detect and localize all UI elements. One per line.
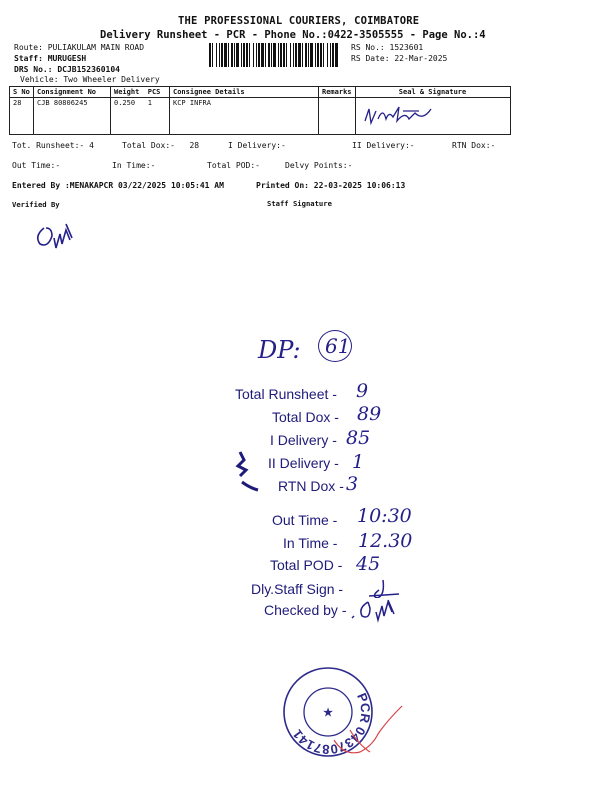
verified-by-label: Verified By — [12, 200, 60, 209]
out-time: Out Time:- — [12, 161, 61, 170]
tot-runsheet: Tot. Runsheet:- 4 — [12, 141, 94, 150]
barcode-bar — [243, 43, 245, 67]
barcode-bar — [330, 43, 331, 67]
stamp-total-dox-label: Total Dox - — [272, 409, 339, 425]
route-label: Route: PULIAKULAM MAIN ROAD — [14, 43, 145, 52]
delvy-points: Delvy Points:- — [285, 161, 353, 170]
barcode-bar — [256, 43, 257, 67]
barcode — [209, 43, 339, 67]
stamp-rtn-dox-value: 3 — [346, 473, 359, 495]
barcode-bar — [253, 43, 254, 67]
barcode-bar — [278, 43, 279, 67]
barcode-bar — [241, 43, 242, 67]
stamp-rtn-dox-label: RTN Dox - — [278, 478, 344, 494]
barcode-bar — [258, 43, 260, 67]
rs-date: RS Date: 22-Mar-2025 — [351, 54, 448, 63]
barcode-bar — [249, 43, 250, 67]
barcode-bar — [286, 43, 287, 67]
in-time: In Time:- — [112, 161, 156, 170]
cell-consignee: KCP INFRA — [170, 98, 319, 135]
barcode-bar — [273, 43, 276, 67]
staff-sign-mark — [365, 576, 401, 598]
runsheet-subtitle: Delivery Runsheet - PCR - Phone No.:0422-3505555 - Page No.:4 — [100, 29, 486, 41]
barcode-bar — [271, 43, 272, 67]
verifier-signature — [32, 214, 82, 252]
barcode-bar — [219, 43, 220, 67]
barcode-bar — [293, 43, 294, 67]
i-delivery: I Delivery:- — [228, 141, 286, 150]
stamp-dly-staff-sign-label: Dly.Staff Sign - — [251, 581, 344, 597]
dp-value: 61 — [325, 334, 351, 358]
barcode-bar — [209, 43, 211, 67]
barcode-bar — [298, 43, 301, 67]
runsheet-table — [9, 86, 511, 135]
barcode-bar — [221, 43, 223, 67]
barcode-bar — [234, 43, 235, 67]
total-dox: Total Dox:- 28 — [122, 141, 200, 150]
stamp-ii-delivery-value: 1 — [352, 451, 365, 473]
printed-on: Printed On: 22-03-2025 10:06:13 — [256, 181, 406, 190]
barcode-bar — [323, 43, 324, 67]
stamp-total-pod-label: Total POD - — [270, 557, 343, 573]
rtn-dox: RTN Dox:- — [452, 141, 496, 150]
red-pen-mark — [330, 700, 410, 760]
col-consignee: Consignee Details — [170, 87, 319, 98]
cell-sno: 28 — [10, 98, 34, 135]
ink-smudge — [232, 448, 264, 494]
checker-signature — [348, 596, 414, 624]
stamp-out-time-label: Out Time - — [272, 512, 338, 528]
cell-consignment: CJB 80806245 — [34, 98, 111, 135]
rs-number: RS No.: 1523601 — [351, 43, 424, 52]
seal-text: PCR 0437087141 — [289, 690, 374, 758]
barcode-bar — [332, 43, 334, 67]
cell-remarks — [319, 98, 356, 135]
barcode-bar — [224, 43, 227, 67]
total-pod: Total POD:- — [207, 161, 260, 170]
barcode-bar — [228, 43, 229, 67]
barcode-bar — [261, 43, 264, 67]
stamp-out-time-value: 10:30 — [357, 505, 412, 527]
barcode-bar — [283, 43, 285, 67]
barcode-bar — [246, 43, 248, 67]
col-seal: Seal & Signature — [355, 87, 510, 98]
barcode-bar — [290, 43, 291, 67]
drs-number: DRS No.: DCJB152360104 — [14, 65, 120, 74]
barcode-bar — [212, 43, 213, 67]
barcode-bar — [216, 43, 217, 67]
barcode-bar — [231, 43, 233, 67]
stamp-total-runsheet-value: 9 — [356, 380, 369, 402]
stamp-ii-delivery-label: II Delivery - — [268, 455, 339, 471]
stamp-in-time-label: In Time - — [283, 535, 338, 551]
col-weight-pcs: Weight PCS — [111, 87, 170, 98]
col-consignment: Consignment No — [34, 87, 111, 98]
stamp-i-delivery-label: I Delivery - — [270, 432, 337, 448]
staff-signature-label: Staff Signature — [267, 199, 332, 208]
stamp-checked-by-label: Checked by - — [264, 602, 347, 618]
staff-label: Staff: MURUGESH — [14, 54, 87, 63]
table-header-row — [10, 87, 511, 98]
barcode-bar — [327, 43, 328, 67]
barcode-bar — [335, 43, 338, 67]
stamp-total-dox-value: 89 — [357, 403, 382, 425]
company-title: THE PROFESSIONAL COURIERS, COIMBATORE — [178, 15, 420, 27]
cell-weight-pcs: 0.250 1 — [111, 98, 170, 135]
col-remarks: Remarks — [319, 87, 356, 98]
dp-label: DP: — [258, 336, 301, 364]
ii-delivery: II Delivery:- — [352, 141, 415, 150]
vehicle-label: Vehicle: Two Wheeler Delivery — [20, 75, 160, 84]
barcode-bar — [310, 43, 313, 67]
barcode-bar — [317, 43, 319, 67]
barcode-bar — [236, 43, 239, 67]
barcode-bar — [320, 43, 322, 67]
stamp-i-delivery-value: 85 — [346, 427, 371, 449]
cell-signature — [355, 98, 510, 135]
stamp-total-runsheet-label: Total Runsheet - — [235, 386, 337, 402]
barcode-bar — [268, 43, 270, 67]
barcode-bar — [305, 43, 307, 67]
barcode-bar — [265, 43, 266, 67]
svg-text:★: ★ — [323, 707, 333, 719]
table-row — [10, 98, 511, 135]
barcode-bar — [295, 43, 297, 67]
barcode-bar — [308, 43, 309, 67]
receiver-signature — [359, 99, 459, 131]
barcode-bar — [302, 43, 303, 67]
stamp-total-pod-value: 45 — [356, 553, 381, 575]
col-sno: S No — [10, 87, 34, 98]
stamp-in-time-value: 12.30 — [358, 530, 413, 552]
entered-by: Entered By :MENAKAPCR 03/22/2025 10:05:41 AM — [12, 181, 224, 190]
barcode-bar — [315, 43, 316, 67]
barcode-bar — [280, 43, 282, 67]
